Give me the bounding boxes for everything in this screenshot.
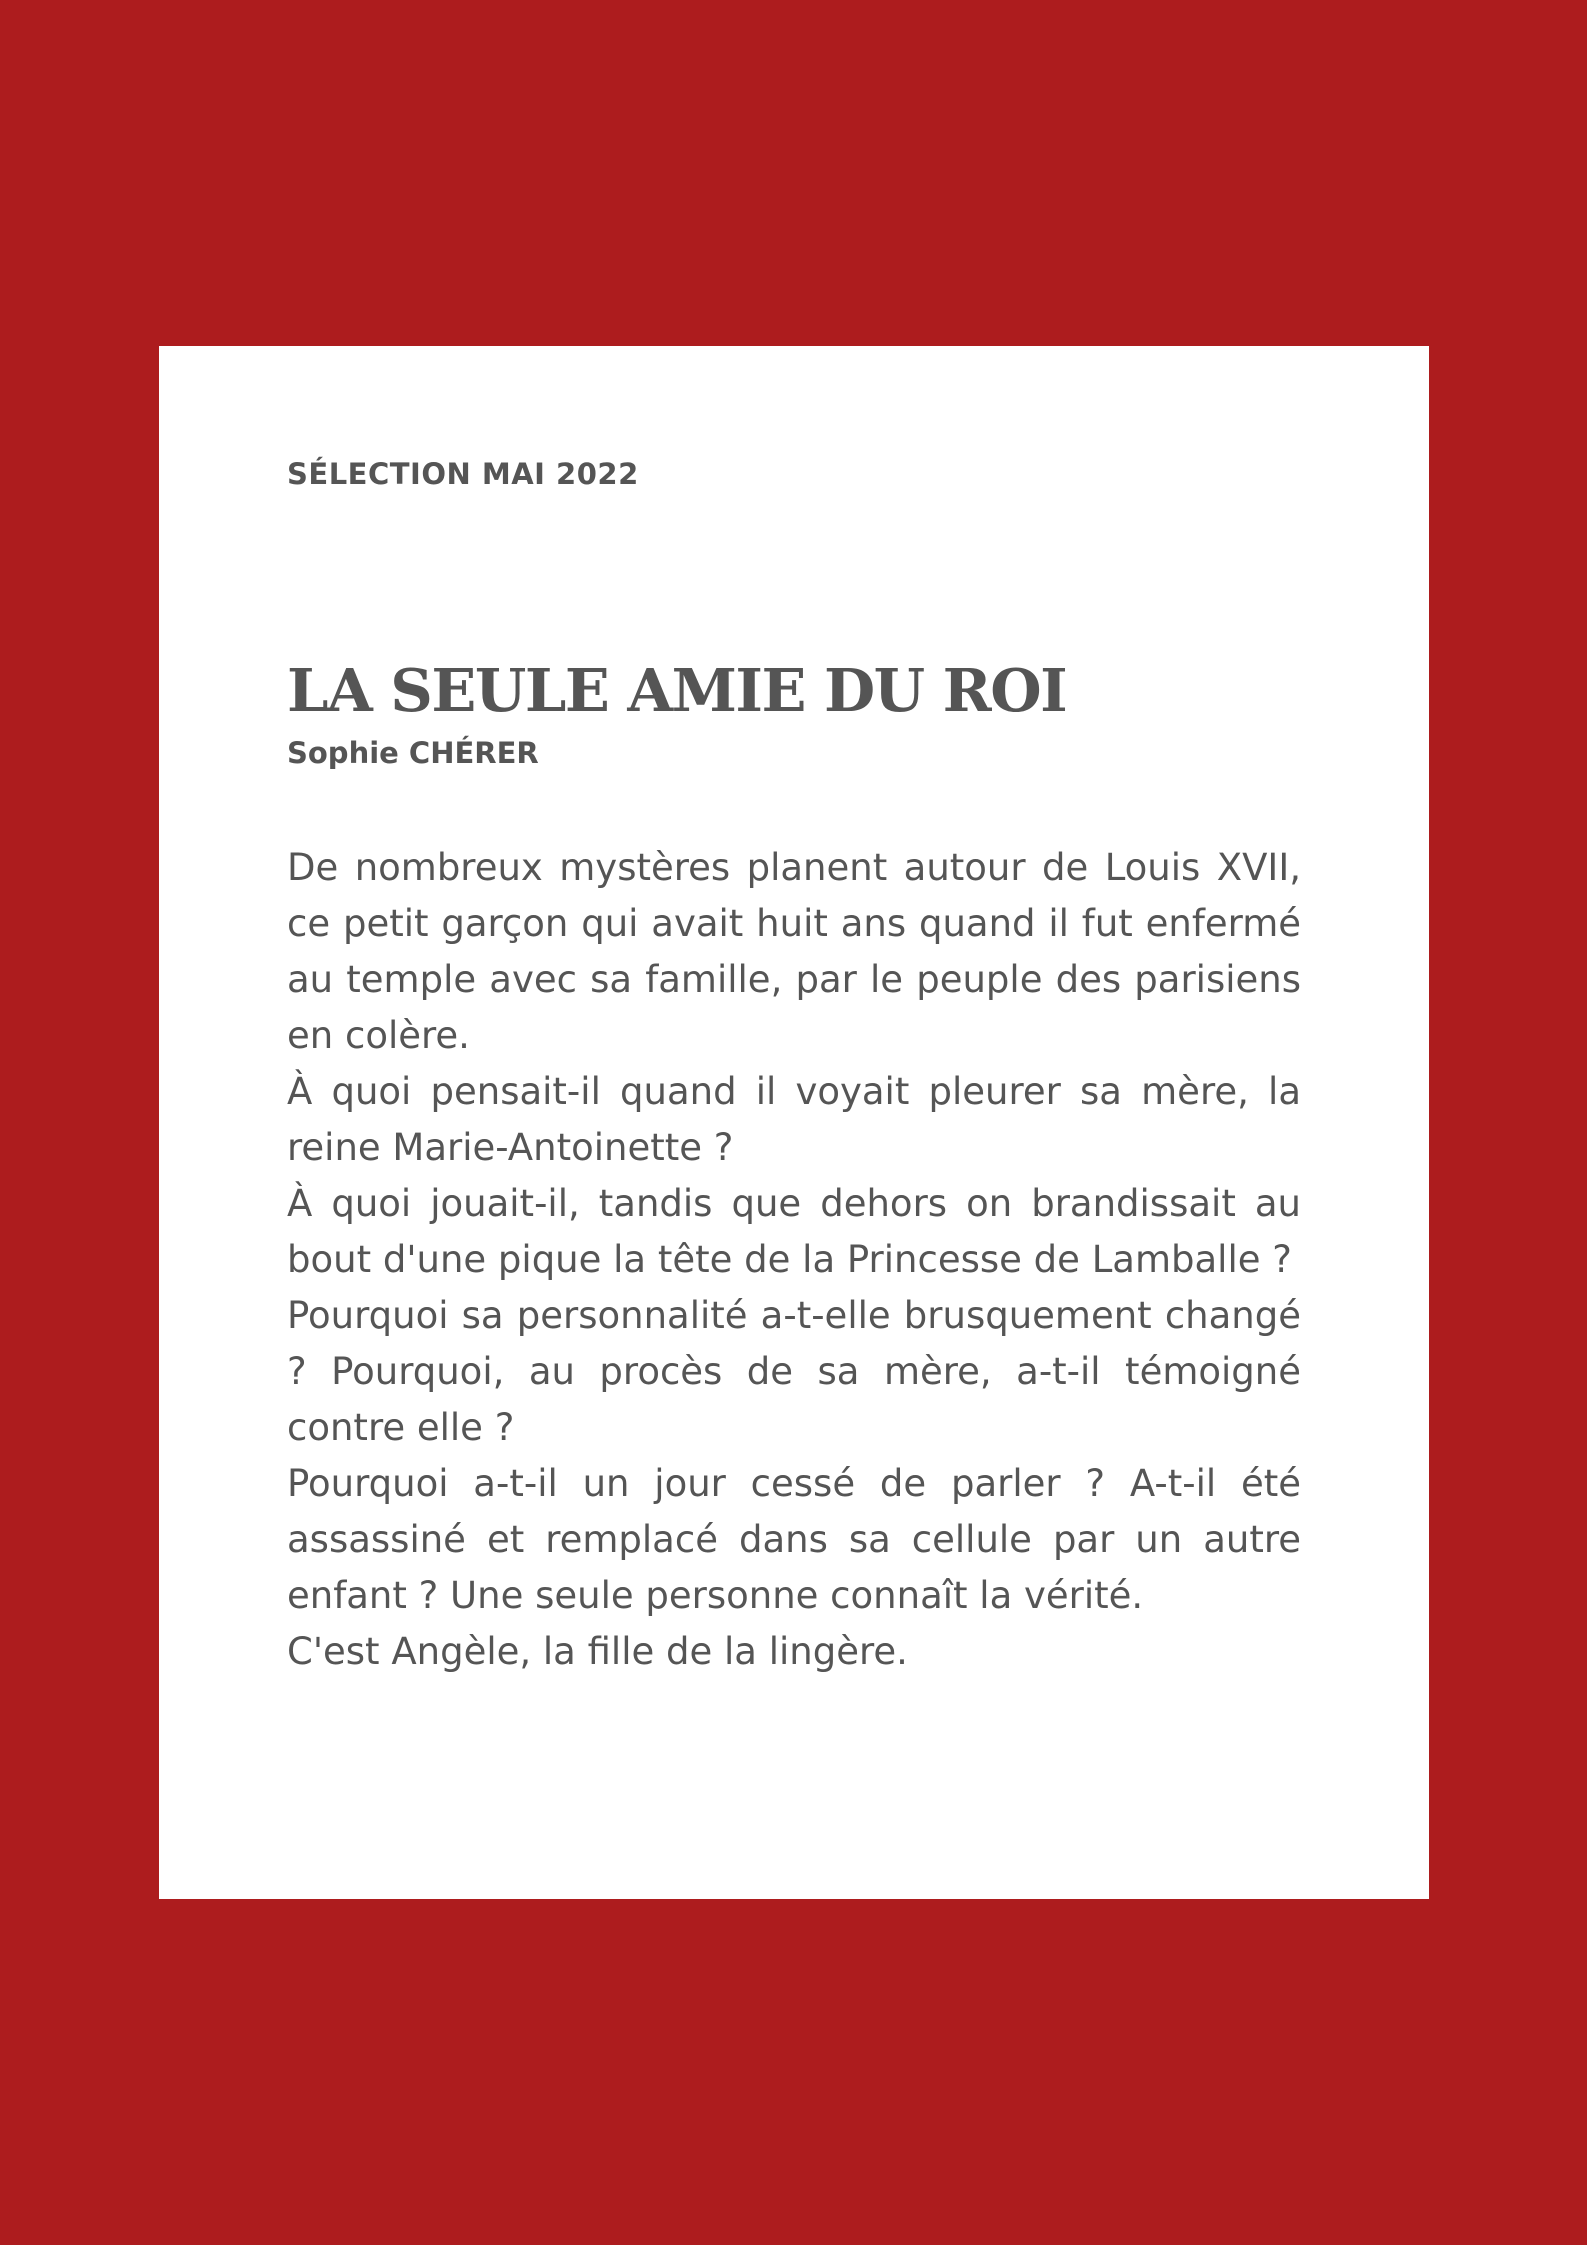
synopsis-paragraph: À quoi pensait-il quand il voyait pleurer sa mère, la reine Marie-Antoinette ? — [287, 1070, 1301, 1169]
synopsis-paragraph: À quoi jouait-il, tandis que dehors on brandissait au bout d'une pique la tête de la Princesse de Lamballe ? — [287, 1182, 1301, 1281]
selection-label: SÉLECTION MAI 2022 — [287, 457, 639, 491]
synopsis-paragraph: De nombreux mystères planent autour de Louis XVII, ce petit garçon qui avait huit ans quand il fut enfermé au temple avec sa famille, par le peuple des parisiens en colère. — [287, 846, 1301, 1057]
synopsis — [287, 840, 1301, 1680]
synopsis-paragraph: C'est Angèle, la fille de la lingère. — [287, 1630, 908, 1673]
book-card — [159, 346, 1429, 1899]
book-title: LA SEULE AMIE DU ROI — [287, 656, 1067, 725]
author-name: Sophie CHÉRER — [287, 736, 539, 770]
synopsis-paragraph: Pourquoi a-t-il un jour cessé de parler ? A-t-il été assassiné et remplacé dans sa cellule par un autre enfant ? Une seule personne connaît la vérité. — [287, 1462, 1301, 1617]
synopsis-paragraph: Pourquoi sa personnalité a-t-elle brusquement changé ? Pourquoi, au procès de sa mère, a-t-il témoigné contre elle ? — [287, 1294, 1301, 1449]
